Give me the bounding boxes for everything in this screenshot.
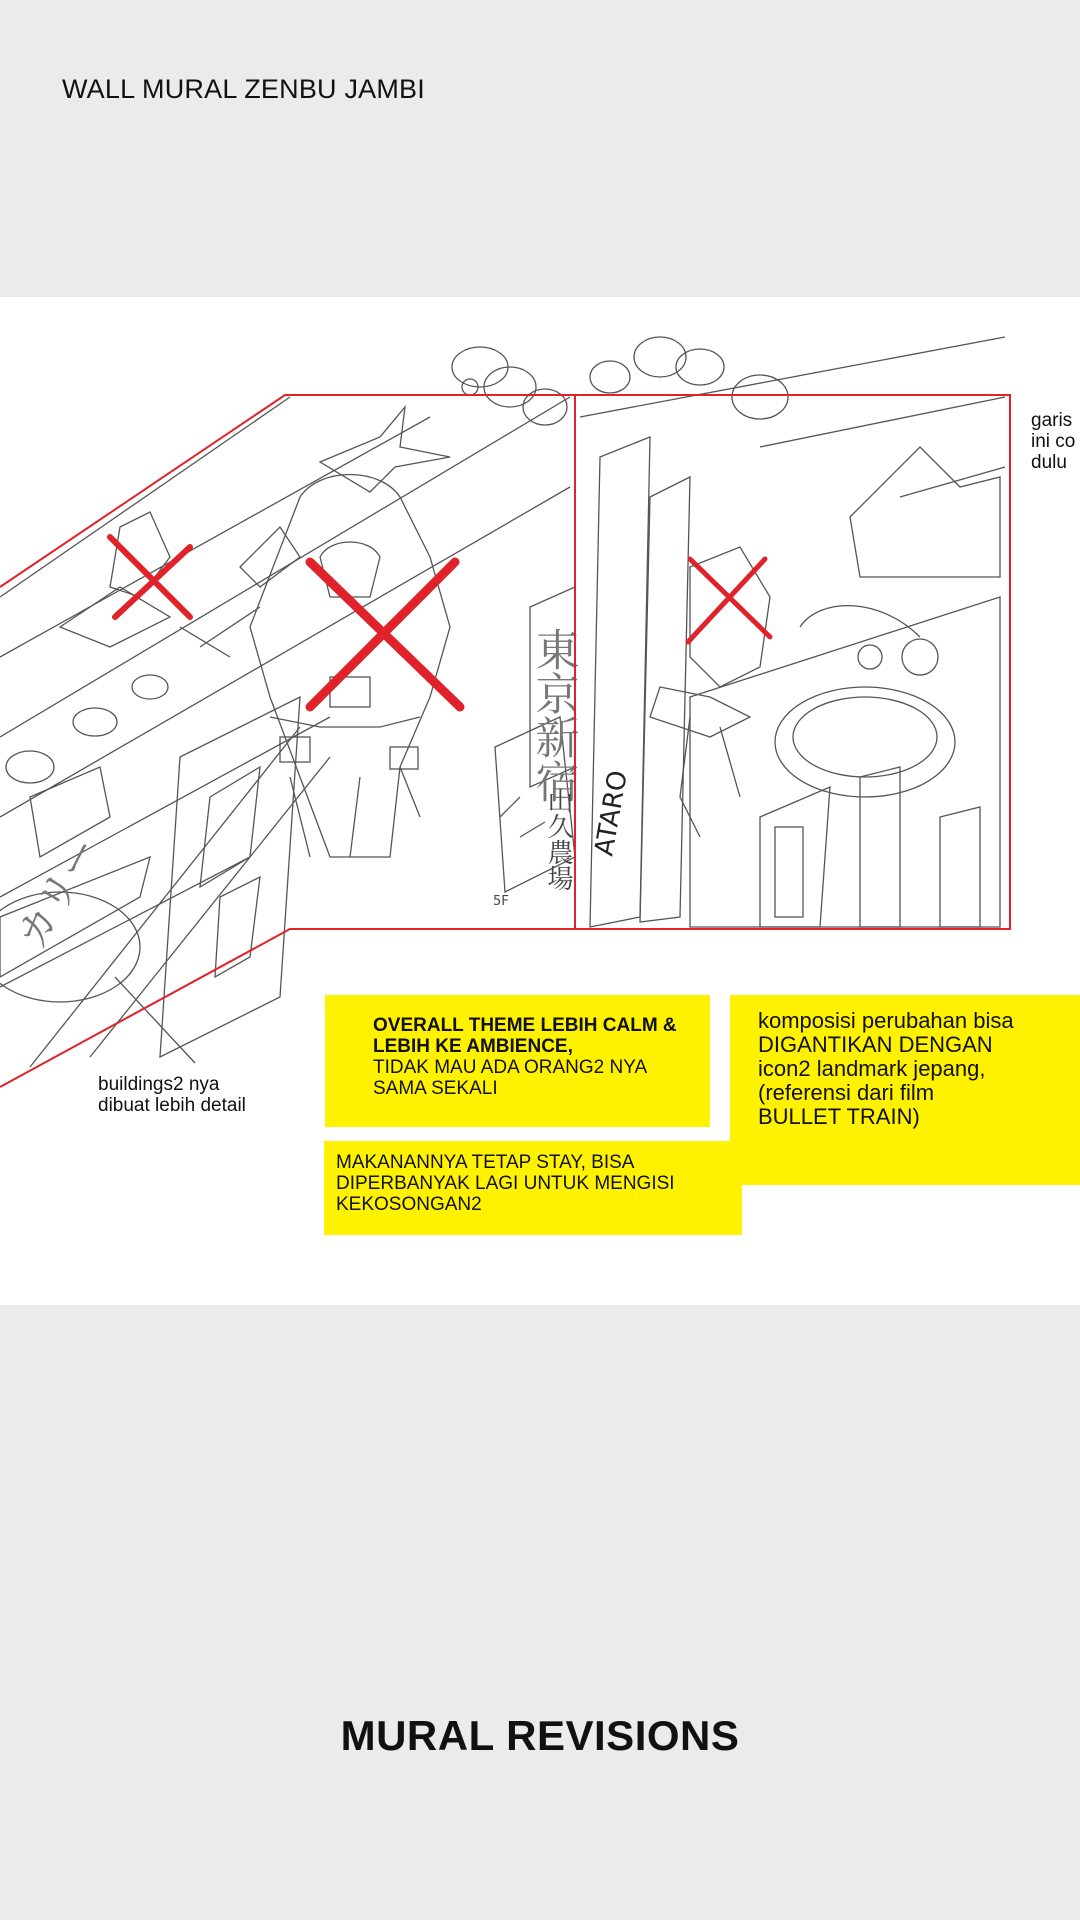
tokyo-sign: 東京新宿	[527, 627, 579, 803]
footer-title: MURAL REVISIONS	[340, 1712, 740, 1759]
food-note-box: MAKANANNYA TETAP STAY, BISA DIPERBANYAK LAGI UNTUK MENGISI KEKOSONGAN2	[324, 1141, 742, 1235]
note-right-top: garis ini co dulu	[1031, 410, 1076, 473]
composition-note-box: komposisi perubahan bisa DIGANTIKAN DENGAN icon2 landmark jepang, (referensi dari film BULLET TRAIN)	[730, 995, 1080, 1185]
mural-sheet	[0, 297, 1080, 1305]
page-title: WALL MURAL ZENBU JAMBI	[62, 74, 425, 104]
floor-label: 5F	[493, 894, 509, 909]
theme-note-box: OVERALL THEME LEBIH CALM & LEBIH KE AMBIENCE, TIDAK MAU ADA ORANG2 NYA SAMA SEKALI	[325, 995, 710, 1127]
katakana-sign: カリー	[8, 829, 109, 957]
note-buildings: buildings2 nya dibuat lebih detail	[98, 1074, 246, 1116]
farm-sign: 山久農場	[543, 787, 573, 891]
vertical-sign: ATARO	[589, 768, 634, 859]
